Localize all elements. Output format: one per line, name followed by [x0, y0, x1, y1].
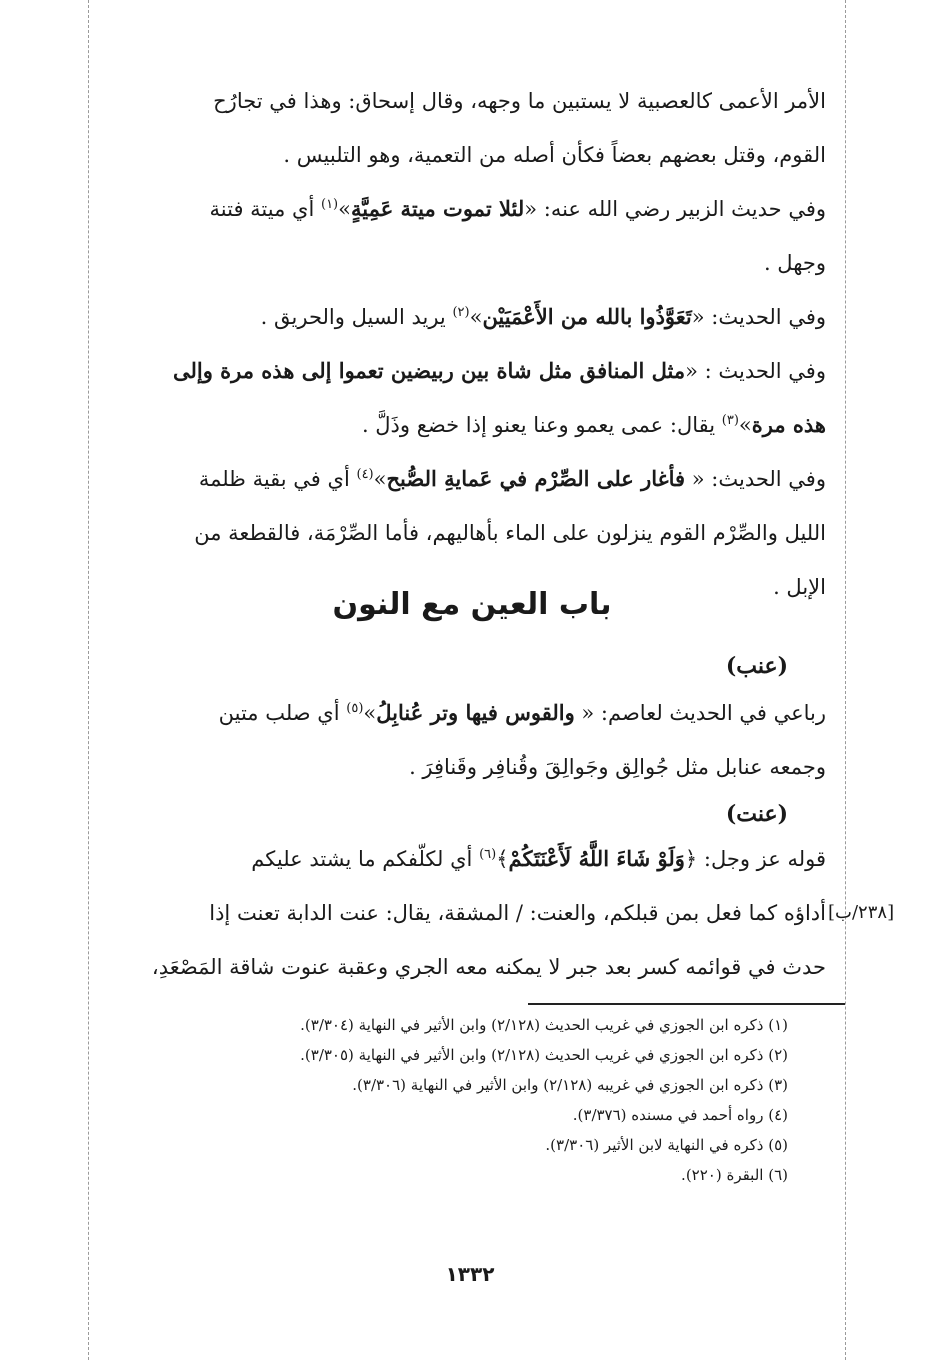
- hadith-quote: فأغار على الصِّرْم في عَمايةِ الصُّبح: [386, 466, 686, 491]
- paragraph-2: [118, 182, 826, 290]
- text-line: [118, 290, 826, 344]
- footnote-item: (٢) ذكره ابن الجوزي في غريب الحديث (٢/١٢٨) وابن الأثير في النهاية (٣/٣٠٥).: [300, 1046, 788, 1064]
- text-run: أي لكلّفكم ما يشتد عليكم: [251, 847, 480, 871]
- footnote-ref: (١): [320, 197, 339, 212]
- entry-heading: (عنب): [725, 653, 788, 679]
- paragraph-4: [118, 344, 826, 452]
- text-line: [118, 832, 826, 886]
- text-run: ﴾: [496, 847, 509, 871]
- folio-margin-note: [٢٣٨/ب]: [828, 902, 895, 923]
- hadith-quote: تَعَوَّذُوا بالله من الأَعْمَيَيْن: [482, 304, 692, 329]
- text-run: وفي الحديث : «: [685, 359, 826, 383]
- text-run: »: [373, 467, 387, 491]
- text-line: [118, 182, 826, 236]
- quran-quote: وَلَوْ شَاءَ اللَّهُ لَأَعْنَتَكُمْ: [508, 846, 685, 871]
- text-run: يريد السيل والحريق .: [260, 305, 453, 329]
- footnote-item: (٣) ذكره ابن الجوزي في غريبه (٢/١٢٨) وابن الأثير في النهاية (٣/٣٠٦).: [352, 1076, 788, 1094]
- paragraph-1: [118, 74, 826, 182]
- footnote-item: (١) ذكره ابن الجوزي في غريب الحديث (٢/١٢٨) وابن الأثير في النهاية (٣/٣٠٤).: [300, 1016, 788, 1034]
- hadith-quote: هذه مرة: [751, 412, 826, 437]
- text-line: [118, 398, 826, 452]
- text-run: أي ميتة فتنة: [209, 197, 321, 221]
- paragraph-3: [118, 290, 826, 344]
- text-run: يقال: عمى يعمو وعنا يعنو إذا خضع وذَلَّ .: [361, 413, 722, 437]
- footnote-ref: (٥): [346, 701, 364, 716]
- text-run: »: [738, 413, 752, 437]
- text-line: [118, 686, 826, 740]
- hadith-quote: لئلا تموت ميتة عَمِيَّةٍ: [350, 196, 525, 221]
- text-line: الأمر الأعمى كالعصبية لا يستبين ما وجهه، وقال إسحاق: وهذا في تجارُح: [213, 89, 826, 113]
- text-line: الليل والصِّرْم القوم ينزلون على الماء بأهاليهم، فأما الصِّرْمَة، فالقطعة من: [194, 521, 826, 545]
- text-line: [118, 344, 826, 398]
- text-line: أداؤه كما فعل بمن قبلكم، والعنت: / المشقة، يقال: عنت الدابة تعنت إذا: [209, 901, 826, 925]
- entry-heading: (عنت): [725, 801, 788, 827]
- text-run: وفي الحديث: «: [685, 467, 826, 491]
- text-run: »: [338, 197, 351, 221]
- text-run: وفي الحديث: «: [691, 305, 826, 329]
- footnote-item: (٤) رواه أحمد في مسنده (٣/٣٧٦).: [572, 1106, 788, 1124]
- text-line: حدث في قوائمه كسر بعد جبر لا يمكنه معه الجري وعقبة عنوت شاقة المَصْعَدِ،: [151, 955, 826, 979]
- right-margin-guide: [845, 0, 846, 1360]
- chapter-title: باب العين مع النون: [332, 587, 612, 622]
- text-line: وجمعه عنابل مثل جُوالِق وجَوالِقَ وقُنافِر وقَنافِرَ .: [409, 755, 826, 779]
- page-number: ١٣٣٢: [445, 1262, 495, 1286]
- entry-paragraph: [118, 832, 826, 994]
- footnote-item: (٥) ذكره في النهاية لابن الأثير (٣/٣٠٦).: [545, 1136, 788, 1154]
- text-run: رباعي في الحديث لعاصم: «: [574, 701, 826, 725]
- text-line: القوم، وقتل بعضهم بعضاً فكأن أصله من التعمية، وهو التلبيس .: [283, 143, 826, 167]
- entry-2-text: [118, 832, 826, 994]
- left-margin-guide: [88, 0, 89, 1360]
- text-line: الإبل .: [773, 575, 826, 599]
- entry-1-text: [118, 686, 826, 794]
- footnote-ref: (٤): [356, 467, 374, 482]
- hadith-quote: والقوس فيها وتر عُنابِلُ: [376, 700, 575, 725]
- text-run: »: [469, 305, 483, 329]
- footnote-separator: [528, 1003, 845, 1005]
- text-line: [118, 452, 826, 506]
- entry-paragraph: [118, 686, 826, 794]
- body-text-top: [118, 74, 826, 614]
- footnotes: [118, 1010, 788, 1190]
- text-line: وجهل .: [763, 251, 826, 275]
- footnote-ref: (٦): [479, 847, 497, 862]
- text-run: قوله عز وجل: ﴿: [684, 847, 826, 871]
- footnote-ref: (٣): [721, 413, 739, 428]
- text-run: أي في بقية ظلمة: [198, 467, 357, 491]
- footnote-ref: (٢): [452, 305, 470, 320]
- footnote-item: (٦) البقرة (٢٢٠).: [681, 1166, 788, 1184]
- text-run: وفي حديث الزبير رضي الله عنه: «: [524, 197, 826, 221]
- text-run: »: [363, 701, 377, 725]
- text-run: أي صلب متين: [218, 701, 347, 725]
- hadith-quote: مثل المنافق مثل شاة بين ربيضين تعموا إلى هذه مرة وإلى: [172, 358, 686, 383]
